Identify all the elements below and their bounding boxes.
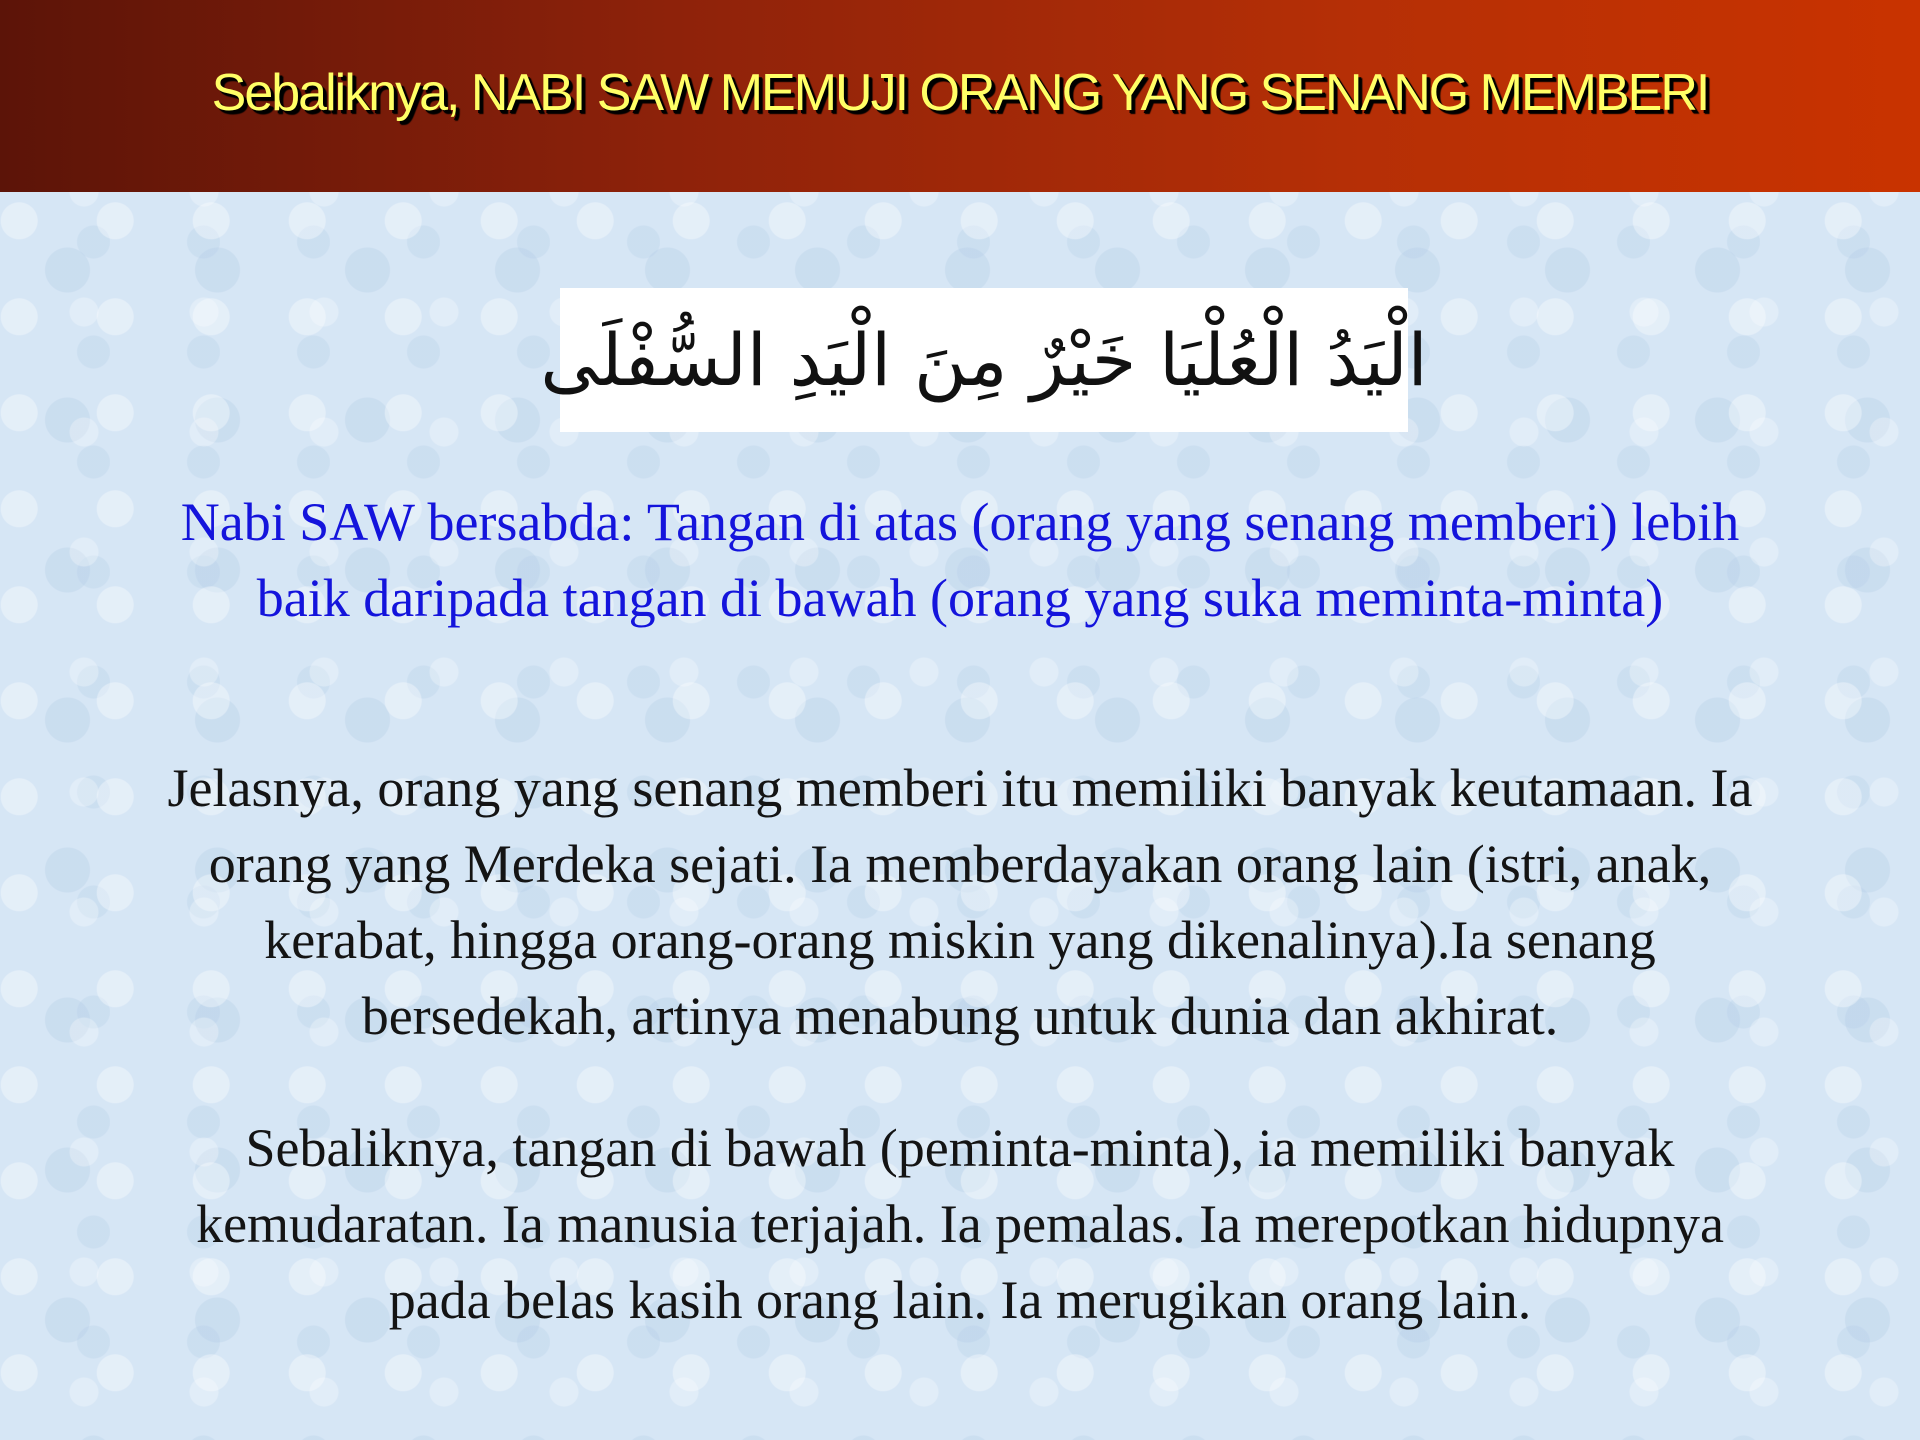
arabic-hadith-text: الْيَدُ الْعُلْيَا خَيْرٌ مِنَ الْيَدِ السُّفْلَى (540, 318, 1428, 402)
paragraph-line: orang yang Merdeka sejati. Ia memberdayakan orang lain (istri, anak, (208, 834, 1712, 894)
hadith-line: Nabi SAW bersabda: Tangan di atas (orang yang senang memberi) lebih (180, 492, 1740, 552)
paragraph-line: bersedekah, artinya menabung untuk dunia dan akhirat. (361, 986, 1559, 1046)
paragraph-line: pada belas kasih orang lain. Ia merugikan orang lain. (388, 1270, 1532, 1330)
hadith-line: baik daripada tangan di bawah (orang yang suka meminta-minta) (256, 568, 1664, 628)
paragraph-line: Jelasnya, orang yang senang memberi itu memiliki banyak keutamaan. Ia (167, 758, 1753, 818)
paragraph-line: kerabat, hingga orang-orang miskin yang dikenalinya).Ia senang (264, 910, 1656, 970)
arabic-text-box (540, 288, 1428, 432)
paragraph-virtues (20, 750, 1900, 1054)
title-bar (0, 0, 1920, 192)
paragraph-line: Sebaliknya, tangan di bawah (peminta-minta), ia memiliki banyak (245, 1118, 1675, 1178)
paragraph-line: kemudaratan. Ia manusia terjajah. Ia pemalas. Ia merepotkan hidupnya (196, 1194, 1724, 1254)
slide-title: Sebaliknya, NABI SAW MEMUJI ORANG YANG SENANG MEMBERI (211, 64, 1709, 122)
hadith-translation (20, 484, 1900, 636)
paragraph-disadvantages (20, 1110, 1900, 1338)
